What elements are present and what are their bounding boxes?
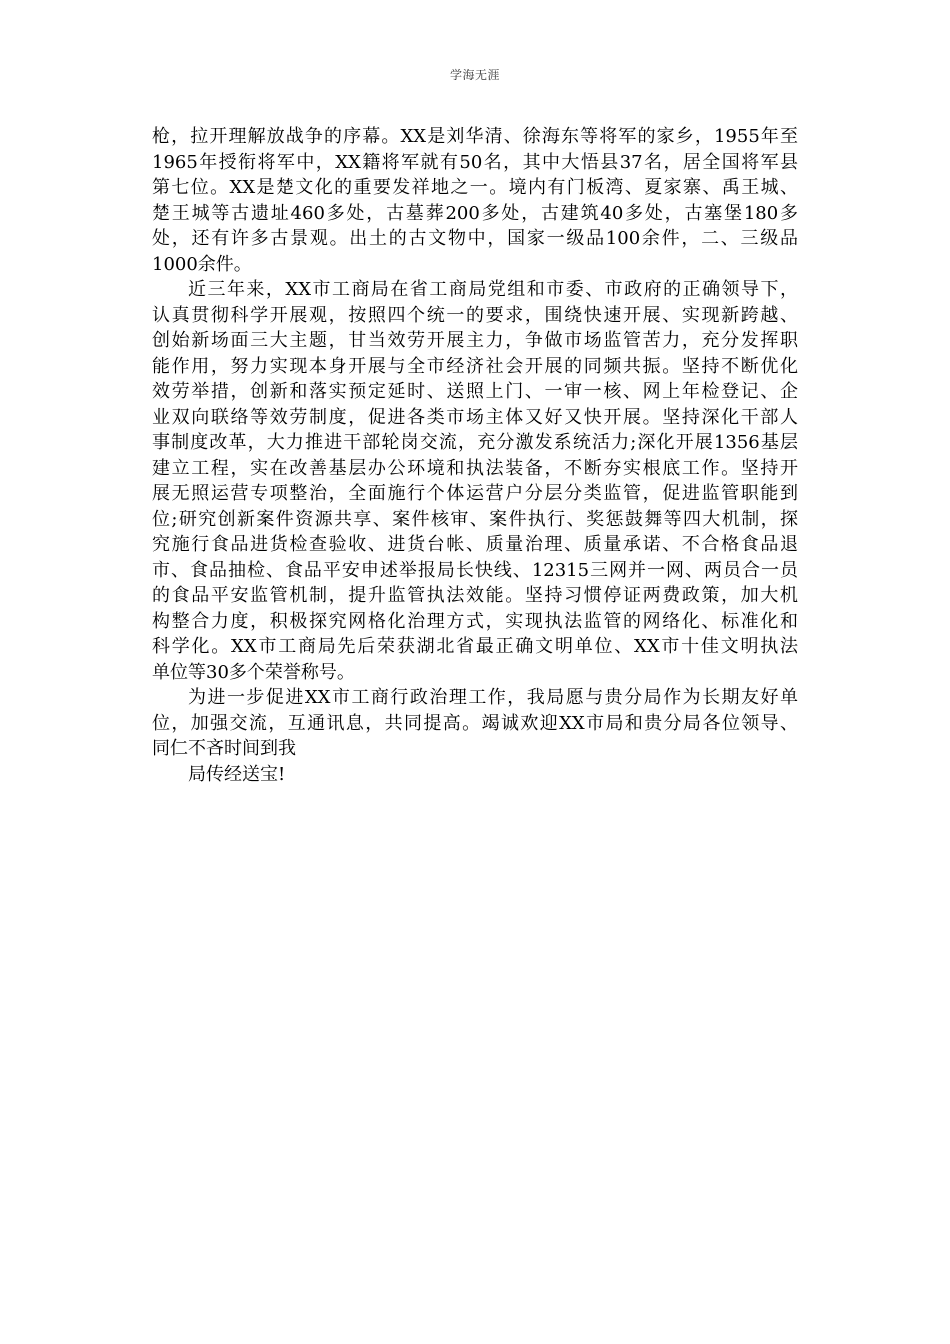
paragraph-2 bbox=[152, 277, 798, 685]
paragraph-4 bbox=[152, 762, 798, 788]
text-line: 枪，拉开理解放战争的序幕。XX是刘华清、徐海东等将军的家乡，1955年至 bbox=[152, 126, 798, 147]
paragraph-1 bbox=[152, 124, 798, 277]
text-line: 局传经送宝! bbox=[188, 763, 286, 785]
page-header: 学海无涯 bbox=[449, 68, 500, 82]
text-line: 效劳举措，创新和落实预定延时、送照上门、一审一核、网上年检登记、企 bbox=[152, 381, 798, 402]
text-line: 市、食品抽检、食品平安申述举报局长快线、12315三网并一网、两员合一员 bbox=[152, 559, 798, 581]
text-line: 第七位。XX是楚文化的重要发祥地之一。境内有门板湾、夏家寨、禹王城、 bbox=[152, 177, 798, 198]
text-line: 1965年授衔将军中，XX籍将军就有50名，其中大悟县37名，居全国将军县 bbox=[152, 151, 798, 173]
text-line: 为进一步促进XX市工商行政治理工作，我局愿与贵分局作为长期友好单 bbox=[188, 687, 798, 708]
text-line: 科学化。XX市工商局先后荣获湖北省最正确文明单位、XX市十佳文明执法 bbox=[152, 636, 798, 657]
text-line: 位，加强交流，互通讯息，共同提高。竭诚欢迎XX市局和贵分局各位领导、 bbox=[152, 712, 798, 734]
text-line: 楚王城等古遗址460多处，古墓葬200多处，古建筑40多处，古塞堡180多 bbox=[152, 202, 798, 224]
text-line: 展无照运营专项整治，全面施行个体运营户分层分类监管，促进监管职能到 bbox=[152, 483, 798, 504]
text-line: 处，还有许多古景观。出土的古文物中，国家一级品100余件，二、三级品 bbox=[152, 228, 798, 249]
text-line: 1000余件。 bbox=[152, 253, 252, 275]
text-line: 单位等30多个荣誉称号。 bbox=[152, 661, 355, 683]
text-line: 近三年来，XX市工商局在省工商局党组和市委、市政府的正确领导下， bbox=[188, 279, 798, 300]
text-line: 创始新场面三大主题，甘当效劳开展主力，争做市场监管苦力，充分发挥职 bbox=[152, 330, 798, 351]
text-line: 的食品平安监管机制，提升监管执法效能。坚持习惯停证两费政策，加大机 bbox=[152, 585, 798, 606]
text-line: 位;研究创新案件资源共享、案件核审、案件执行、奖惩鼓舞等四大机制，探 bbox=[152, 508, 798, 530]
text-line: 构整合力度，积极探究网格化治理方式，实现执法监管的网络化、标准化和 bbox=[152, 610, 798, 632]
text-line: 业双向联络等效劳制度，促进各类市场主体又好又快开展。坚持深化干部人 bbox=[152, 406, 798, 428]
paragraph-3 bbox=[152, 685, 798, 762]
text-line: 同仁不吝时间到我 bbox=[152, 738, 296, 759]
text-line: 能作用，努力实现本身开展与全市经济社会开展的同频共振。坚持不断优化 bbox=[152, 355, 798, 377]
text-line: 究施行食品进货检查验收、进货台帐、质量治理、质量承诺、不合格食品退 bbox=[152, 534, 798, 555]
text-line: 认真贯彻科学开展观，按照四个统一的要求，围绕快速开展、实现新跨越、 bbox=[152, 304, 798, 326]
body-text bbox=[152, 124, 798, 787]
text-line: 建立工程，实在改善基层办公环境和执法装备，不断夯实根底工作。坚持开 bbox=[152, 457, 798, 479]
text-line: 事制度改革，大力推进干部轮岗交流，充分激发系统活力;深化开展1356基层 bbox=[152, 432, 798, 453]
